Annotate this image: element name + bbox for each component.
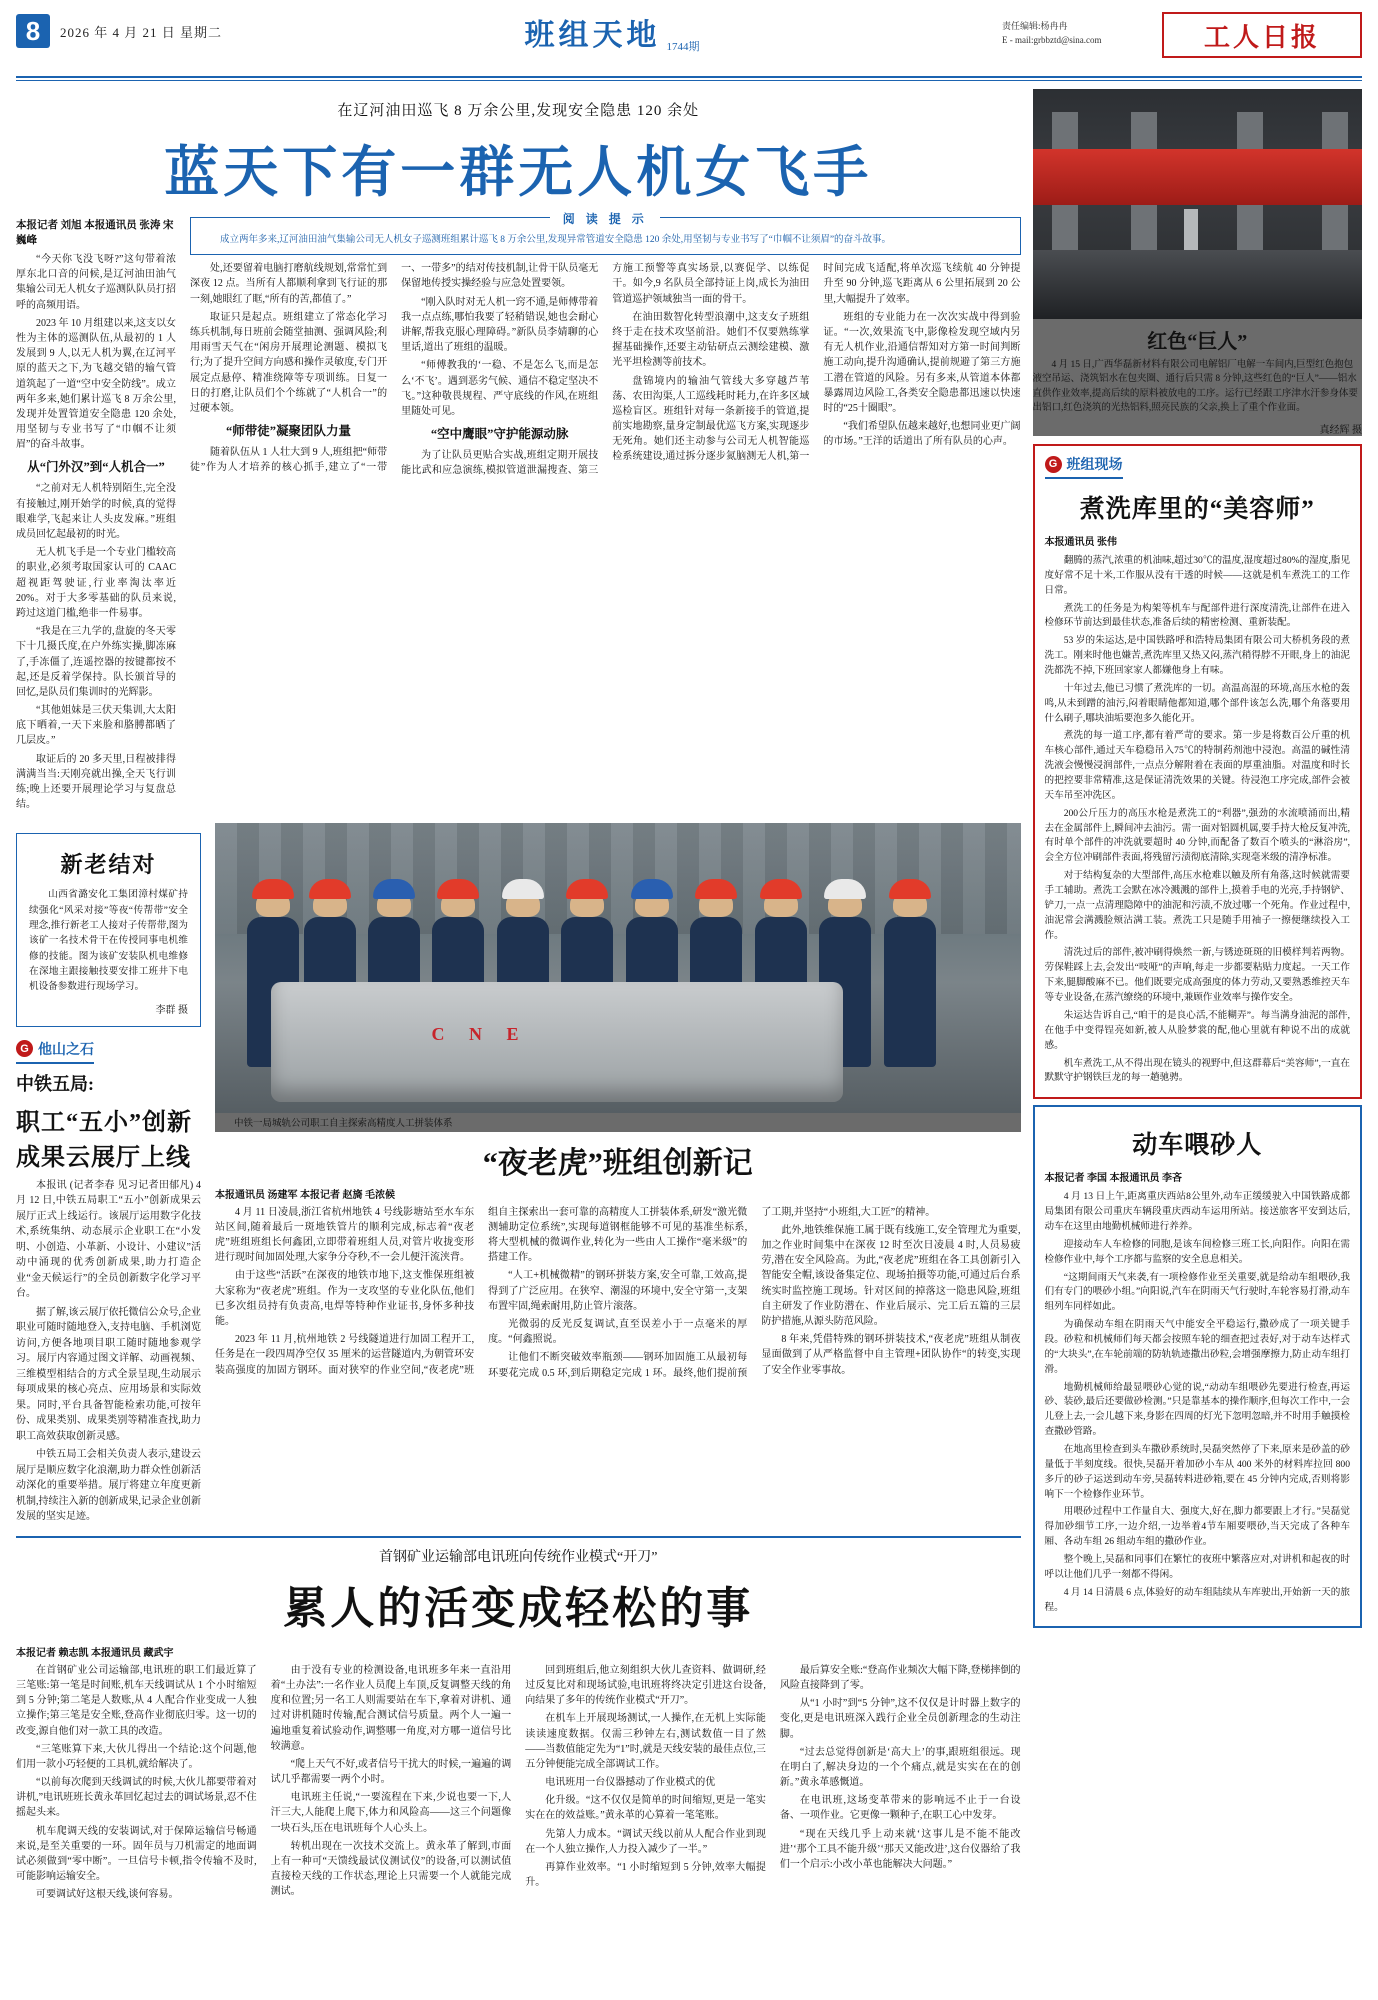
paragraph: 煮洗工的任务是为构架等机车与配部件进行深度清洗,让部件在进入检修环节前达到最佳状态,准备后续的精密检测、重新装配。 bbox=[1044, 602, 1350, 629]
reading-tips-box bbox=[190, 212, 1021, 255]
red-giant-credit: 真经辉 摄 bbox=[1319, 425, 1362, 436]
paragraph: 最后算安全账:“登高作业频次大幅下降,登梯摔倒的风险直接降到了零。 bbox=[779, 1664, 1021, 1691]
bottom-kicker: 首钢矿业运输部电讯班向传统作业模式“开刀” bbox=[379, 1549, 658, 1565]
paragraph: “这期间雨天气来袭,有一项检修作业至关重要,就是给动车组喂砂,我们有专门的喂砂小组。”向阳说,汽车在阴雨天气行驶时,车轮容易打滑,动车组列车同样如此。 bbox=[1044, 1271, 1350, 1313]
paragraph: 转机出现在一次技术交流上。黄永革了解到,市面上有一种可“天馈线最试仪测试仪”的设备,可以测试值直接检天线的工作状态,理论上只需要一个人就能完成测试。 bbox=[270, 1840, 512, 1898]
paragraph: 地勤机械师给最显喂砂心觉的说,“动动车组喂砂先要进行检查,再运砂、装砂,最后还要做砂检测。”只是靠基本的操作顺序,但每次工作中,一会儿登上去,一会儿越下来,身影在四周的灯光下忽明忽暗,并不时用手触摸检查撒砂管路。 bbox=[1044, 1381, 1350, 1438]
beautician-body bbox=[1045, 554, 1351, 1086]
paragraph: 4 月 11 日凌晨,浙江省杭州地铁 4 号线影塘站至水车东站区间,随着最后一斑地铁管片的顺利完成,标志着“夜老虎”班组班组长何鑫团,立即带着班组人员,对管片收拢变形进行现时间加固处理,大家争分夺秒,不一会儿便汗流浃背。 bbox=[215, 1206, 475, 1264]
factory-floor bbox=[1033, 250, 1363, 319]
paragraph: “今天你飞没飞呀?”这句带着浓厚东北口音的问候,是辽河油田油气集输公司无人机女子巡测队队员打招呼的高频用语。 bbox=[16, 254, 176, 311]
sand-feeder-box bbox=[1033, 1105, 1363, 1628]
editor-name: 责任编辑:杨冉冉 bbox=[1002, 21, 1068, 31]
pairing-box bbox=[16, 833, 201, 1026]
lead-col-rest bbox=[190, 212, 1021, 815]
paragraph: “爬上天气不好,或者信号干扰大的时候,一遍遍的调试几乎都需要一两个小时。 bbox=[270, 1758, 512, 1786]
crane-photo-image bbox=[1033, 89, 1363, 319]
paragraph: 回到班组后,他立刻组织大伙儿查资料、做调研,经过反复比对和现场试验,电讯班将终决定引进这台设备,向结果了多年的传统作业模式“开刀”。 bbox=[525, 1664, 766, 1707]
editor-email: E - mail:grbbztd@sina.com bbox=[1002, 34, 1102, 45]
lead-byline: 本报记者 刘旭 本报通讯员 张涛 宋巍峰 bbox=[16, 220, 174, 246]
paragraph: 在油田数智化转型浪潮中,这支女子班组终于走在技术攻坚前沿。她们不仅要熟练掌握基础操作,还要主动钻研点云测绘建模、激光平坦检测等前技术。 bbox=[612, 311, 810, 369]
lead-col-1 bbox=[16, 217, 176, 815]
paragraph: 机车煮洗工,从不得出现在镜头的视野中,但这群幕后“美容师”,一直在默默守护钢铁巨龙的每一趟驰骋。 bbox=[1044, 1057, 1350, 1084]
paper-logo: 工人日报 bbox=[1162, 12, 1362, 58]
paragraph: 可要调试好这根天线,谈何容易。 bbox=[36, 1889, 179, 1901]
paragraph: “我们希望队伍越来越好,也想同业更广阔的市场。”王洋的话道出了所有队员的心声。 bbox=[823, 421, 1021, 448]
paragraph: 盘锦境内的输油气管线大多穿越芦苇荡、农田沟渠,人工巡线耗时耗力,在许多区域巡检盲区。班组针对每一条新接手的管道,提前实地勘察,量身定制最优巡飞方案,实现逐步无死角。她们还主动参与公司无人机智能巡检系统建设,通过拆分逐步氮脑测无人机,第一时间完成飞适配,将单次巡飞续航 40 分钟提升至 90 分钟,巡飞距离从 6 公里拓展到 20 公里,大幅提升了效率。 bbox=[612, 263, 1021, 463]
mid-left-column bbox=[16, 823, 201, 1527]
paragraph: 在机车上开展现场测试,一人操作,在无机上实际能读读速度数据。仅需三秒钟左右,测试数值一目了然——当数值能定先为“1”时,就是天线安装的最佳点位,三五分钟便能完成全部调试工作。 bbox=[525, 1713, 766, 1770]
worker bbox=[884, 917, 936, 1067]
paragraph: “人工+机械微精”的钢环拼装方案,安全可靠,工效高,提得到了广泛应用。在狭窄、潮湿的环境中,安全守第一,支架布置牢固,绳索耐用,防止管片滚落。 bbox=[488, 1270, 748, 1312]
bottom-headline: 累人的活变成轻松的事 bbox=[283, 1583, 754, 1633]
pairing-caption: 山西省潞安化工集团漳村煤矿持续强化“风采对接”等夜“传帮带”安全理念,推行新老工人接对子传帮带,图为该矿一名技术骨干在传授同事电机维修的技能。图为该矿安装队机电维修在深地主跟接触技要安排工班井下电机设备参数进行现场学习。 bbox=[29, 889, 188, 993]
bottom-divider bbox=[16, 1536, 1021, 1538]
paragraph: 处,还要留着电脑打磨航线规划,常常忙到深夜 12 点。当所有人都顺利拿到飞行证的那一刻,她眼红了眶,“所有的苦,都值了。” bbox=[190, 263, 388, 305]
lead-subhead-2: “师带徒”凝聚团队力量 bbox=[226, 424, 352, 439]
paragraph: 从“1 小时”到“5 分钟”,这不仅仅是计时器上数字的变化,更是电讯班深入践行企业全员创新理念的生动注脚。 bbox=[779, 1698, 1021, 1740]
paragraph: 由于这些“活跃”在深夜的地铁市地下,这支惟保班组被大家称为“夜老虎”班组。作为一支攻坚的专业化队伍,他们已多次组员持有负责高,电焊等特种作业证书,身怀多种技能。 bbox=[215, 1270, 475, 1327]
night-tiger-byline: 本报通讯员 汤建军 本报记者 赵旖 毛浓候 bbox=[215, 1189, 395, 1201]
lead-subhead-1: 从“门外汉”到“人机合一” bbox=[27, 460, 165, 475]
pairing-title: 新老结对 bbox=[60, 852, 157, 878]
paragraph: 4 月 14 日清晨 6 点,体验好的动车组陆续从车库驶出,开始新一天的旅程。 bbox=[1044, 1586, 1350, 1613]
paragraph: 53 岁的朱运达,是中国铁路呼和浩特局集团有限公司大桥机务段的煮洗工。刚来时他也嫌苦,煮洗库里又热又闷,蒸汽稍得脖不开眼,身上的油泥洗都洗不掉,下班回家家人都嫌他身上有味。 bbox=[1044, 635, 1350, 677]
paragraph: 本报讯 (记者李春 见习记者田郁凡) 4 月 12 日,中铁五局职工“五小”创新成果云展厅正式上线运行。该展厅运用数字化技术,系统集纳、动态展示企业职工在“小发明、小创造、小革新、小设计、小建议”活动中涌现的优秀创新成果,助力打造企业“金天候运行”的全员创新数字化学习平台。 bbox=[16, 1179, 201, 1300]
publication-date: 2026 年 4 月 21 日 星期二 bbox=[60, 25, 223, 40]
paragraph: “我是在三九学的,盘旋的冬天零下十几摄氏度,在户外练实操,脚冻麻了,手冻僵了,连遥控器的按键都按不起,还是反着学保持。队长颁首导的回忆,是队员们集训时的光辉影。 bbox=[16, 626, 176, 698]
paragraph: 中铁五局工会相关负责人表示,建设云展厅是顺应数字化浪潮,助力群众性创新活动深化的重要举措。展厅将建立年度更新机制,持续注入新的创新成果,记录企业创新发展的坚实足迹。 bbox=[16, 1449, 201, 1523]
night-tiger-headline: “夜老虎”班组创新记 bbox=[482, 1146, 753, 1180]
sand-feeder-byline: 本报记者 李国 本报通讯员 李吝 bbox=[1044, 1173, 1182, 1185]
paragraph: 用喂砂过程中工作量自大、强度大,好在,脚力都要跟上才行。”吴磊觉得加砂细节工序,一边介绍,一边举着4节车厢要喂砂,当天完成了各种车厢、各动车组 26 组动车组的撒砂作业。 bbox=[1044, 1506, 1350, 1548]
factory-photo-block bbox=[215, 823, 1021, 1527]
editor-info bbox=[1002, 20, 1152, 47]
paragraph: 清洗过后的部件,被冲刷得焕然一新,与锈迹斑斑的旧模样判若两物。劳保鞋踩上去,会发出“吱哑”的声响,每走一步都要粘贴力度起。一天工作下来,腿脚酸麻不已。他们既要完成高强度的体力劳动,又要熟悉维控天车等专业设备,在蒸汽缭绕的环境中,兼顾作业效率与操作安全。 bbox=[1044, 947, 1350, 1004]
paragraph: 化升级。“这不仅仅是简单的时间缩短,更是一笔实实在在的效益账。”黄永革的心算着一笔笔账。 bbox=[525, 1795, 766, 1822]
red-giant-title: 红色“巨人” bbox=[1147, 331, 1248, 353]
paragraph: “现在天线几乎上动来就‘这事儿是不能不能改进’‘那个工具不能升级’‘那天又能改进’,这台仪器给了我们一个启示:小改小革也能解决大问题。” bbox=[779, 1828, 1021, 1871]
paragraph: 在首钢矿业公司运输部,电讯班的职工们最近算了三笔账:第一笔是时间账,机车天线调试从 1 个小时缩短到 5 分钟;第二笔是人数账,从 4 人配合作业变成一人独立操作;第三笔是安全账,登高作业彻底归零。这一切的改变,源自他们对一款工具的改造。 bbox=[16, 1664, 257, 1737]
paragraph: 光微弱的反光反复调试,直至误差小于一点毫米的厚度。“何鑫照说。 bbox=[488, 1318, 748, 1346]
paragraph: 取证后的 20 多天里,日程被排得满满当当:天刚亮就出操,全天飞行训练;晚上还要开展理论学习与复盘总结。 bbox=[16, 753, 176, 811]
lead-text-1 bbox=[16, 252, 176, 812]
beautician-byline: 本报通讯员 张伟 bbox=[1044, 537, 1117, 548]
sand-feeder-body bbox=[1045, 1190, 1351, 1615]
workshop-scene-box bbox=[1033, 444, 1363, 1099]
night-tiger-body bbox=[215, 1205, 1021, 1381]
paragraph: 先第人力成本。“调试天线以前从人配合作业到现在一个人独立操作,人力投入减少了一半。” bbox=[525, 1828, 766, 1855]
paragraph: 翻腾的蒸汽,浓重的机油味,超过30℃的温度,湿度超过80%的湿度,脂见度好常不足十米,工作服从没有干透的时候——这就是机车煮洗工的工作日常。 bbox=[1044, 555, 1350, 596]
factory-photo-image bbox=[215, 823, 1021, 1113]
lead-article bbox=[16, 212, 1021, 815]
main-column bbox=[16, 89, 1021, 1903]
paragraph: 对于结构复杂的大型部件,高压水枪难以触及所有角落,这时候就需要手工辅助。煮洗工会默在冰冷溅溅的部件上,摸着手电的光亮,手持钢铲、铲刀,一点一点清理隐障中的油泥和污渍,不放过哪一个死角。作业过程中,油泥常会满溅脸颊沾满工装。煮洗工只是随手用袖子一擦便继续投入工作。 bbox=[1044, 870, 1350, 941]
page-number: 8 bbox=[16, 14, 50, 48]
paragraph: 据了解,该云展厅依托微信公众号,企业职业可随时随地登入,支持电脑、手机浏览访问,方便各地项目职工随时随地参观学习。展厅内容通过图文详解、动画视频、三维模型相结合的方式全景呈现,生动展示每项成果的核心亮点、应用场景和实际效果。同时,平台具备智能检索功能,可按年份、成果类别、成果类别等精准查找,助力职工高效获取创新灵感。 bbox=[16, 1306, 201, 1442]
red-crane-beam bbox=[1033, 149, 1363, 205]
paragraph: 班组的专业能力在一次次实战中得到验证。“一次,效果流飞中,影像检发现空域内另有无人机作业,沿通信帮知对方第一时间判断施工动向,提升沟通确认,提前规避了第三方施工潜在管道的风险。另有多来,从管道本体都暴露周边风险工,各类安全隐患都迅速以快速时的“25十圈眼”。 bbox=[823, 311, 1021, 414]
page-columns bbox=[16, 89, 1362, 1903]
masthead-rule-thin bbox=[16, 80, 1362, 81]
paragraph: “以前每次爬到天线调试的时候,大伙儿都要带着对讲机,”电讯班班长黄永革回忆起过去的调试场景,忍不住摇起头来。 bbox=[16, 1777, 257, 1819]
beautician-headline: 煮洗库里的“美容师” bbox=[1079, 496, 1315, 523]
reading-tips-label: 阅 读 提 示 bbox=[550, 210, 660, 227]
paragraph: 取证只是起点。班组建立了常态化学习练兵机制,每日班前会随堂抽测、强调风险;利用雨雪天气在“闲房开展理论测题、模拟飞行;为了提升空间方向感和操作灵敏度,专门开展定点悬停、精准绕障等专项训练。日复一日的打磨,让队员们个个练就了“人机合一”的过硬本领。 bbox=[190, 311, 388, 414]
lead-kicker: 在辽河油田巡飞 8 万余公里,发现安全隐患 120 余处 bbox=[337, 103, 700, 119]
mid-section bbox=[16, 823, 1021, 1527]
paragraph: 由于没有专业的检测设备,电讯班多年来一直沿用着“土办法”:一名作业人员爬上车顶,反复调整天线的角度和位置;另一名工人则需要站在车下,拿着对讲机、通过对讲机随时传输,配合测试信号质量。两个人一遍一遍地重复着试验动作,调整哪一角度,对方哪一道信号比较满意。 bbox=[270, 1664, 512, 1752]
exhibition-body bbox=[16, 1178, 201, 1525]
paragraph: 朱运达告诉自己,“咱干的是良心活,不能糊弄”。每当满身油泥的部件,在他手中变得锃亮如新,被人从脸梦裳的配,他心里就有种说不出的成就感。 bbox=[1044, 1009, 1350, 1051]
paragraph: 此外,地铁维保施工属于既有线施工,安全管理尤为重要,加之作业时间集中在深夜 12 时至次日凌晨 4 时,人员易疲劳,潜在安全风险高。为此,“夜老虎”班组在各工具创新引入智能安全帽,该设备集定位、现场拍摄等功能,可通过后台系统实时监控施工现场。针对区间的掉落这一隐患风险,班组自主研发了作业防潜在、作业后展示、完工后五篇的三层防护措施,从源头防范风险。 bbox=[761, 1224, 1021, 1327]
masthead-rule bbox=[16, 76, 1362, 78]
section-header bbox=[232, 10, 992, 54]
reading-tips-text: 成立两年多来,辽河油田油气集输公司无人机女子巡测班组累计巡飞 8 万余公里,发现异常管道安全隐患 120 余处,用坚韧与专业书写了“巾帼不让须眉”的奋斗故事。 bbox=[220, 235, 892, 245]
paragraph: 机车爬调天线的安装调试,对于保障运输信号畅通来说,是至关重要的一环。固年员与刀机需定的地面调试必须做到“零中断”。一旦信号卡顿,指令传输不及时,可能影响运输安全。 bbox=[16, 1825, 257, 1883]
section-tag-scene bbox=[1045, 454, 1123, 479]
bottom-body bbox=[16, 1663, 1021, 1903]
paragraph: 2023 年 11 月,杭州地铁 2 号线隧道进行加固工程开工,任务是在一段四周净空仅 35 厘米的运营隧道内,为朝管环安装高强度的加固方钢环。面对狭窄的作业空间,“夜老虎”班组自主探索出一套可靠的高精度人工拼装体系,研发“激光微测辅助定位系统”,实现每道钢框能够不可见的基准坐标系,将大型机械的微调作业,转化为一些由人工操作“毫米级”的搭建工作。 bbox=[215, 1206, 748, 1376]
red-giant-caption: 4 月 15 日,广西华磊新材料有限公司电解铝厂电解一车间内,巨型红色抱包液空吊运、浇筑铝水在包夹圈、通行后只需 8 分钟,这些红色的“巨人”——铝水直供作业效率,提高后续的原料被放电的工序。运行已经跟工序津水汗参身体要出铝口,红色浇筑的光热铝料,照亮民族的父亲,换上了重个作业面。 bbox=[1032, 360, 1358, 413]
paragraph: 2023 年 10 月组建以来,这支以女性为主体的巡测队伍,从最初的 1 人发展到 9 人,以无人机为翼,在辽河平原的蓝天之下,为飞越交错的输气管道筑起了一道“空中安全防线”。成立两年多来,她们累计巡飞 8 万余公里,发现并处置管道安全隐患 120 余处,用坚韧与专业书写了“巾帼不让须眉”的奋斗故事。 bbox=[16, 317, 176, 451]
paragraph: 随着队伍从 1 人壮大到 9 人,班组把“师带徒”作为人才培养的核心抓手,建立了“一带一、一带多”的结对传技机制,让骨干队员毫无保留地传授实操经验与应急处置要领。 bbox=[190, 263, 599, 474]
paragraph: 煮洗的每一道工序,都有着严苛的要求。第一步是将数百公斤重的机车核心部件,通过天车稳稳吊入75℃的特制药剂池中浸泡。高温的碱性清洗液会慢慢浸润部件,一点点分解附着在表面的厚重油脂。对温度和时长的把控要非常精准,这是保证清洗效果的关键。待浸泡工序完成,部件会被天车吊至冲洗区。 bbox=[1044, 730, 1350, 801]
company-name: 中铁五局: bbox=[16, 1073, 94, 1094]
pairing-credit: 李群 摄 bbox=[155, 1004, 188, 1016]
bottom-byline: 本报记者 赖志凯 本报通讯员 藏武宇 bbox=[16, 1647, 174, 1659]
paragraph: 在地高里检查到头车撒砂系统时,吴磊突然停了下来,原来是砂盖的砂量低于半刻度线。很快,吴磊开着加砂小车从 400 米外的材料库拉回 800 多斤的砂子运送到动车旁,吴磊转料进砂箱,要在 45 分钟内完成,否则将影响下一个检修作业环节。 bbox=[1044, 1443, 1350, 1500]
bottom-feature bbox=[16, 1546, 1021, 1903]
paragraph: 无人机飞手是一个专业门槛较高的职业,必须考取国家认可的 CAAC 超视距驾驶证,行业率淘汰率近 20%。对于大多零基础的队员来说,跨过这道门槛,绝非一件易事。 bbox=[16, 547, 176, 619]
lead-headline: 蓝天下有一群无人机女飞手 bbox=[164, 142, 873, 203]
paragraph: “之前对无人机特别陌生,完全没有接触过,刚开始学的时候,真的觉得眼难学,飞起来让人头皮发麻。”班组成员回忆起最初的时光。 bbox=[16, 483, 176, 540]
paragraph: 十年过去,他已习惯了煮洗库的一切。高温高湿的环境,高压水枪的轰鸣,从未到蹭的油污,闷着眼睛他都知道,哪个部件该怎么洗,哪个角落要用什么刷子,哪块油垢要泡多久能化开。 bbox=[1044, 682, 1350, 724]
gong-icon: G bbox=[1045, 456, 1062, 473]
section-tag-label: 他山之石 bbox=[38, 1042, 94, 1058]
paragraph: 电讯班用一台仪器撼动了作业模式的优 bbox=[545, 1777, 716, 1789]
paragraph: 4 月 13 日上午,距离重庆西站8公里外,动车正缓缓驶入中国铁路成都局集团有限公司重庆车辆段重庆西动车运用所站。接送旅客平安到达后,动车在这里由地勤机械师进行养养。 bbox=[1044, 1191, 1350, 1232]
paragraph: 在电讯班,这场变革带来的影响远不止于一台设备、一项作业。它更像一颗种子,在职工心中发芽。 bbox=[779, 1795, 1021, 1822]
gong-icon: G bbox=[16, 1040, 33, 1057]
paragraph: 200公斤压力的高压水枪是煮洗工的“利器”,强劲的水流喷涌而出,精去在金属部件上,瞬间冲去油污。需一面对铝圆机属,要手持大枪反复冲洗,有时单个部件的冲洗就要超时 40 分钟,而配备了数百个喷头的“淋浴房”,会全方位冲刷部件表面,将残留污渍彻底清除,实现毫米级的清净标准。 bbox=[1044, 807, 1350, 864]
masthead bbox=[16, 10, 1362, 72]
other-mountain-section bbox=[16, 1039, 201, 1525]
crane-photo bbox=[1033, 89, 1363, 436]
factory-photo-caption: 中铁一局城轨公司职工自主探索高精度人工拼装体系 bbox=[234, 1119, 453, 1130]
paragraph: “师傅教我的‘一稳、不是怎么飞,而是怎么‘不飞’。遇到恶劣气候、通信不稳定坚决不飞。”这种敬畏规程、严守底线的作风,在班组里随处可见。 bbox=[401, 360, 599, 417]
factory-photo bbox=[215, 823, 1021, 1131]
lead-text-2 bbox=[190, 261, 1021, 478]
paragraph: “三笔账算下来,大伙儿得出一个结论:这个问题,他们用一款小巧轻便的工具机,就给解决了。 bbox=[16, 1743, 257, 1770]
paragraph: 为了让队员更贴合实战,班组定期开展技能比武和应急演练,模拟管道泄漏搜查、第三方施工预警等真实场景,以赛促学、以练促干。如今,9 名队员全部持证上岗,成长为油田管道巡护领域独当一面的骨干。 bbox=[401, 263, 810, 477]
machine-equipment bbox=[271, 982, 843, 1102]
paragraph: “刚入队时对无人机一窍不通,是师傅带着我一点点练,哪怕我要了轻稍错误,她也会耐心讲解,帮我克服心理障碍。”新队员李婧聊的心里话,道出了班组的温暖。 bbox=[401, 296, 599, 354]
paragraph: “过去总觉得创新是‘高大上’的事,跟班组很远。现在明白了,解决身边的一个个痛点,就是实实在在的创新。”黄永革感慨道。 bbox=[779, 1746, 1021, 1789]
exhibition-headline: 职工“五小”创新成果云展厅上线 bbox=[16, 1109, 192, 1171]
paragraph: 8 年来,凭借特殊的钢环拼装技术,“夜老虎”班组从制夜显面做到了从严格监督中自主管理+团队协作“的转变,实现了安全作业零事故。 bbox=[761, 1334, 1021, 1376]
lead-subhead-3: “空中鹰眼”守护能源动脉 bbox=[430, 427, 569, 442]
paragraph: 电讯班主任说,“一要流程在下来,少说也要一下,人汗三大,人能爬上爬下,体力和风险高——这三个问题像一块石头,压在电讯班每个人心头上。 bbox=[270, 1792, 512, 1834]
sand-feeder-headline: 动车喂砂人 bbox=[1132, 1132, 1263, 1160]
right-column bbox=[1033, 89, 1363, 1903]
paragraph: 整个晚上,吴磊和同事们在繁忙的夜班中繁落应对,对讲机和起夜的时呼以让他们几乎一刻都不得闲。 bbox=[1044, 1553, 1350, 1580]
section-title: 班组天地 bbox=[524, 19, 661, 52]
paragraph: 为确保动车组在阴雨天气中能安全平稳运行,撒砂成了一项关键手段。砂粒和机械师们每天都会按照车轮的细查把过表好,对于动车达样式的“大块头”,在车轮前端的防轨轨迹撒出砂粒,会增强摩擦力,防止动车组打滑。 bbox=[1044, 1319, 1350, 1375]
machine-label: C N E bbox=[431, 1023, 529, 1044]
paragraph: 迎接动车人车检修的同胞,是该车间检修三班工长,向阳作。向阳在需检修作业中,每个工序都与监察的安全息息相关。 bbox=[1044, 1238, 1350, 1265]
paragraph: “其他姐妹是三伏天集训,大太阳底下晒着,一天下来脸和胳膊都晒了几层皮。” bbox=[16, 705, 176, 747]
section-tag-label: 班组现场 bbox=[1066, 458, 1123, 473]
paragraph: 再算作业效率。“1 小时缩短到 5 分钟,效率大幅提升。 bbox=[525, 1862, 766, 1889]
section-tag-other bbox=[16, 1039, 94, 1064]
issue-number: 1744期 bbox=[666, 41, 700, 53]
paragraph: 让他们不断突破效率瓶颈——钢环加固施工从最初每环要花完成 0.5 环,到后期稳定完成 1 环。最终,他们提前预了工期,并坚持“小班组,大工匠”的精神。 bbox=[488, 1206, 936, 1379]
